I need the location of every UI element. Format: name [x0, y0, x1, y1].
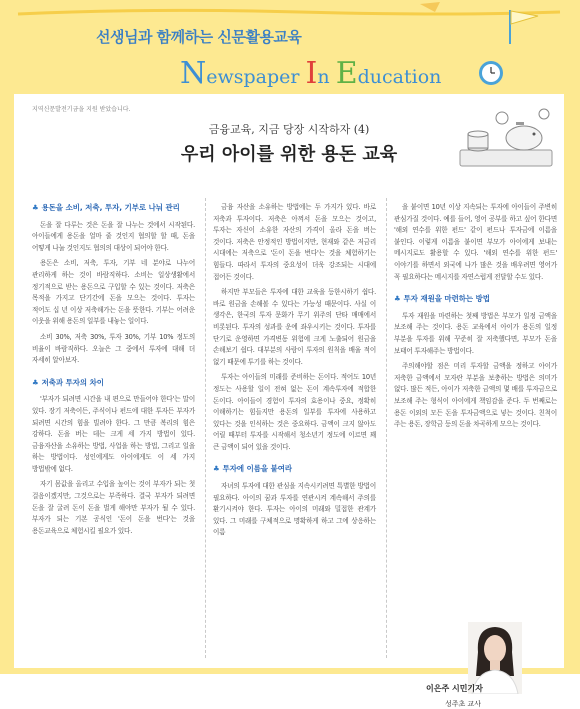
paragraph: 주의해야할 점은 미리 투자할 금액을 정하고 아이가 저축한 금액에서 모자란 부분을 보충하는 방법은 의미가 없다. 많든 적든, 아이가 저축한 금액의 몇 배를 투자금으로 보조해 주는 형식이 아이에게 책임감을 준다. 두 번째로는 용돈 이외의 모든 돈을 투자금액으로 넣는 것이다. 친척이 주는 용돈, 장학금 등의 돈을 차곡하게 모으는 것이다. [394, 362, 557, 429]
paragraph: 투자는 아이들의 미래를 준비하는 돈이다. 적어도 10년 정도는 사용할 일이 전혀 없는 돈이 계속투자에 적합한 돈이다. 아이들이 경험이 투자의 효용이나 중요, 정확히 이해하기는 힘들지만 용돈의 일부를 투자에 사용하고 있다는 것을 인식하는 것은 중요하다. 금액이 크지 않아도 어릴 때부터 투자를 시작해서 청소년기 정도에 이르면 꽤 큰 금액이 되어 있을 것이다. [213, 373, 376, 451]
author-role: 성주초 교사 [445, 700, 482, 708]
paragraph: 금융 자산을 소유하는 방법에는 두 가지가 있다. 바로 저축과 투자이다. 저축은 아껴서 돈을 모으는 것이고, 투자는 자신이 소유한 자산의 가격이 올라 돈을 버는 것이다. 저축은 안정적인 방법이지만, 현재와 같은 저금리 시대에는 저축으로 '돈이 돈을 번다'는 것을 체험하기는 힘들다. 따라서 투자의 중요성이 더욱 강조되는 시대에 접어든 것이다. [213, 203, 376, 281]
paragraph: '부자가 되려면 시간을 내 편으로 만들어야 한다'는 말이 있다. 장기 저축이든, 주식이나 펀드에 대한 투자든 부자가 되려면 시간의 힘을 빌려야 한다. 그 만큼 복리의 힘은 강하다. 돈을 버는 데는 크게 세 가지 방법이 있다. 금융자산을 소유하는 방법, 사업을 하는 방법, 그리고 일을 하는 방법이다. 성인에게도 아이에게도 이 세 가지 방법밖에 없다. [32, 395, 195, 473]
paragraph: 자녀의 투자에 대한 관심을 지속시키려면 특별한 방법이 필요하다. 아이의 꿈과 투자를 연관시켜 계속해서 주의를 환기시켜야 한다. 투자는 아이의 미래와 밀접한 관계가 있다. 그 미래를 구체적으로 명확하게 하고 그에 상응하는 이름 [213, 482, 376, 537]
subheading: ♣ 투자 재원을 마련하는 방법 [394, 294, 490, 304]
column-1 [32, 202, 195, 537]
club-icon: ♣ [213, 464, 220, 474]
club-icon: ♣ [32, 203, 39, 212]
column-2 [213, 202, 376, 539]
series-title: 금융교육, 지금 당장 시작하자 (4) [208, 123, 370, 136]
subheading: ♣ 저축과 투자의 차이 [32, 377, 104, 387]
club-icon: ♣ [32, 377, 39, 387]
subheading: ♣ 투자에 이름을 붙여라 [213, 464, 293, 474]
funding-note: 지역신문발전기금을 지원 받았습니다. [32, 106, 131, 113]
article-title: 우리 아이를 위한 용돈 교육 [180, 144, 398, 165]
paragraph: 용돈은 소비, 저축, 투자, 기부 네 분야로 나누어 관리하게 하는 것이 바람직하다. 소비는 일상생활에서 정기적으로 받는 용돈으로 구입할 수 있는 것이다. 저축은 목적을 가지고 단기간에 돈을 모으는 것이다. 투자는 적어도 십 년 이상 저축해가는 돈을 뜻한다. 기부는 어려운 이웃을 위해 용돈의 일부를 내놓는 일이다. [32, 259, 195, 326]
paragraph: 을 붙이면 10년 이상 지속되는 투자에 아이들이 주변히 관심가질 것이다. 예를 들어, 영어 공부를 하고 싶어 한다면 '해외 연수를 위한 펀드' 같이 펀드나 투자금에 이름을 붙인다. 이렇게 이름을 붙이면 부모가 아이에게 보내는 메시지로도 활용할 수 있다. '해외 연수를 위한 펀드' 이야기를 하면서 외국에 나가 많은 것을 배우려면 영어가 꼭 필요하다는 메시지를 자연스럽게 전달할 수도 있다. [394, 203, 557, 281]
club-icon: ♣ [394, 294, 401, 304]
page-header [0, 0, 580, 92]
nie-logo-text: Newspaper In Education [180, 56, 442, 91]
paragraph: 투자 재원을 마련하는 첫째 방법은 부모가 일정 금액을 보조해 주는 것이다. 용돈 교육에서 아이가 용돈의 일정 부분을 투자를 위해 꾸준히 잘 저축했다면, 부모가 돈을 보태어 투자해주는 방법이다. [394, 311, 557, 355]
paragraph: 자기 몸값을 올리고 수입을 높이는 것이 부자가 되는 첫 걸음이겠지만, 그것으로는 부족하다. 결국 부자가 되려면 돈을 잘 굴려 돈이 돈을 벌게 해야만 부자가 될 수 있다. 부자가 되는 기본 공식인 '돈이 돈을 번다'는 것을 용돈교육으로 체험시킬 필요가 있다. [32, 480, 195, 535]
paragraph: 돈을 잘 다루는 것은 돈을 잘 나누는 것에서 시작된다. 아이들에게 용돈을 얼마 줄 것인지 협의할 할 때, 돈을 어떻게 나눌 것인지도 협의의 대상이 되어야 한다. [32, 220, 195, 252]
column-3 [394, 202, 557, 431]
paragraph: 하지만 부모들은 투자에 대한 교육을 등한시하기 쉽다. 바로 원금을 손해볼 수 있다는 가능성 때문이다. 사실 이 생각은, 한국의 투자 문화가 무기 위주의 단타 매매에서 비롯된다. 투자의 성과를 운에 좌우시키는 것이다. 투자를 단기로 운영하면 가격변동 위험에 크게 노출되어 원금을 손해보기 쉽다. 대부분의 사람이 투자의 원칙을 배울 적이 없기 때문에 투기를 하는 것이다. [213, 288, 376, 366]
author-name: 이은주 시민기자 [426, 684, 483, 693]
flag-icon [504, 6, 544, 46]
column-divider [386, 198, 387, 658]
subheading: ♣ 용돈을 소비, 저축, 투자, 기부로 나눠 관리 [32, 203, 180, 212]
clock-icon [476, 58, 506, 88]
article-sheet [14, 94, 564, 708]
paragraph: 소비 30%, 저축 30%, 투자 30%, 기부 10% 정도의 비율이 바람직하다. 오늘은 그 중에서 투자에 대해 더 자세히 알아보자. [32, 332, 195, 365]
column-divider [205, 198, 206, 658]
header-subtitle: 선생님과 함께하는 신문활용교육 [96, 28, 302, 46]
